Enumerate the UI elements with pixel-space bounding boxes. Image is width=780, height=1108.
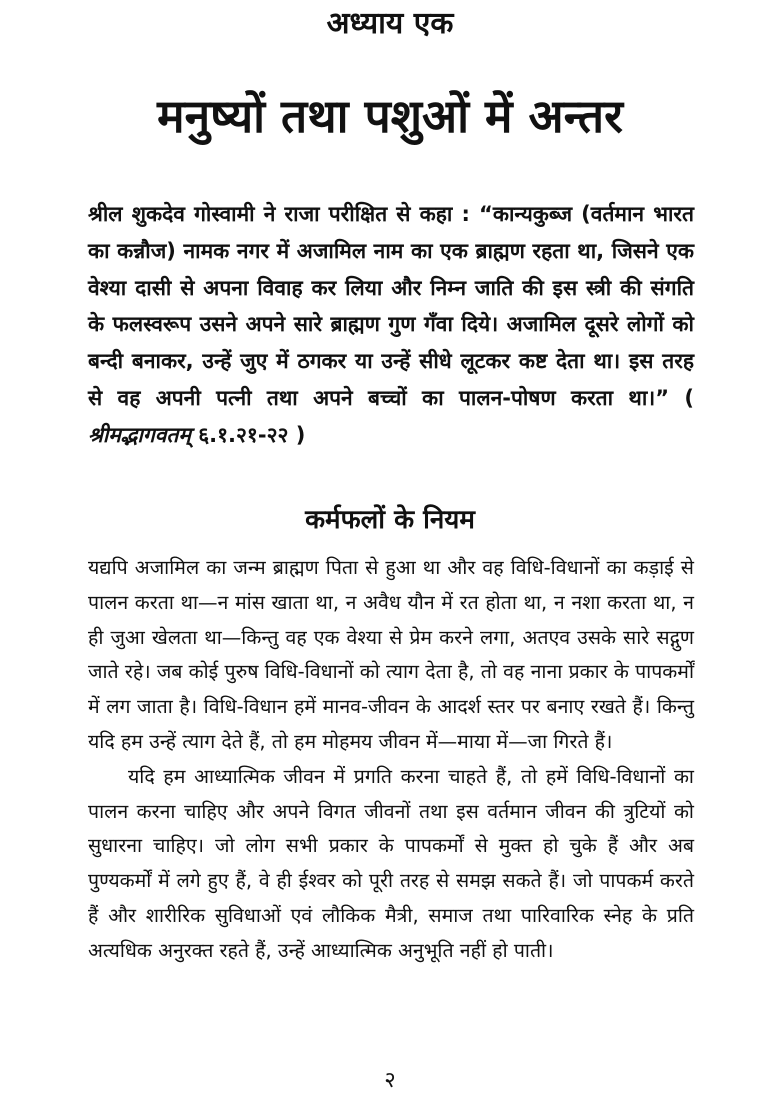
intro-text: श्रील शुकदेव गोस्वामी ने राजा परीक्षित से कहा : “कान्यकुब्ज (वर्तमान भारत का कन्नौज) नामक नगर में अजामिल नाम का एक ब्राह्मण रहता था, जिसने एक वेश्या दासी से अपना विवाह कर लिया और निम्न जाति की इस स्त्री की संगति के फलस्वरूप उसने अपने सारे ब्राह्मण गुण गँवा दिये। अजामिल दूसरे लोगों को बन्दी बनाकर, उन्हें जुए में ठगकर या उन्हें सीधे लूटकर कष्ट देता था। इस तरह से वह अपनी पत्नी तथा अपने बच्चों का पालन-पोषण करता था।” bbox=[88, 202, 694, 410]
section-heading: कर्मफलों के नियम bbox=[305, 505, 475, 535]
body-paragraph-1: यद्यपि अजामिल का जन्म ब्राह्मण पिता से हुआ था और वह विधि-विधानों का कड़ाई से पालन करता था—न मांस खाता था, न अवैध यौन में रत होता था, न नशा करता था, न ही जुआ खेलता था—किन्तु वह एक वेश्या से प्रेम करने लगा, अतएव उसके सारे सद्गुण जाते रहे। जब कोई पुरुष विधि-विधानों को त्याग देता है, तो वह नाना प्रकार के पापकर्मों में लग जाता है। विधि-विधान हमें मानव-जीवन के आदर्श स्तर पर बनाए रखते हैं। किन्तु यदि हम उन्हें त्याग देते हैं, तो हम मोहमय जीवन में—माया में—जा गिरते हैं। bbox=[88, 556, 694, 753]
chapter-title: मनुष्यों तथा पशुओं में अन्तर bbox=[157, 89, 623, 143]
intro-paragraph bbox=[88, 196, 694, 454]
citation-verse: ६.१.२१-२२ ) bbox=[190, 422, 306, 447]
chapter-label: अध्याय एक bbox=[326, 6, 454, 41]
body-paragraph-2: यदि हम आध्यात्मिक जीवन में प्रगति करना चाहते हैं, तो हमें विधि-विधानों का पालन करना चाहिए और अपने विगत जीवनों तथा इस वर्तमान जीवन की त्रुटियों को सुधारना चाहिए। जो लोग सभी प्रकार के पापकर्मों से मुक्त हो चुके हैं और अब पुण्यकर्मों में लगे हुए हैं, वे ही ईश्वर को पूरी तरह से समझ सकते हैं। जो पापकर्म करते हैं और शारीरिक सुविधाओं एवं लौकिक मैत्री, समाज तथा पारिवारिक स्नेह के प्रति अत्यधिक अनुरक्त रहते हैं, उन्हें आध्यात्मिक अनुभूति नहीं हो पाती। bbox=[88, 764, 694, 962]
page-number: २ bbox=[384, 1068, 396, 1093]
section-body bbox=[88, 551, 694, 969]
citation-source: श्रीमद्भागवतम् bbox=[88, 422, 191, 447]
citation-open: ( bbox=[669, 385, 694, 410]
